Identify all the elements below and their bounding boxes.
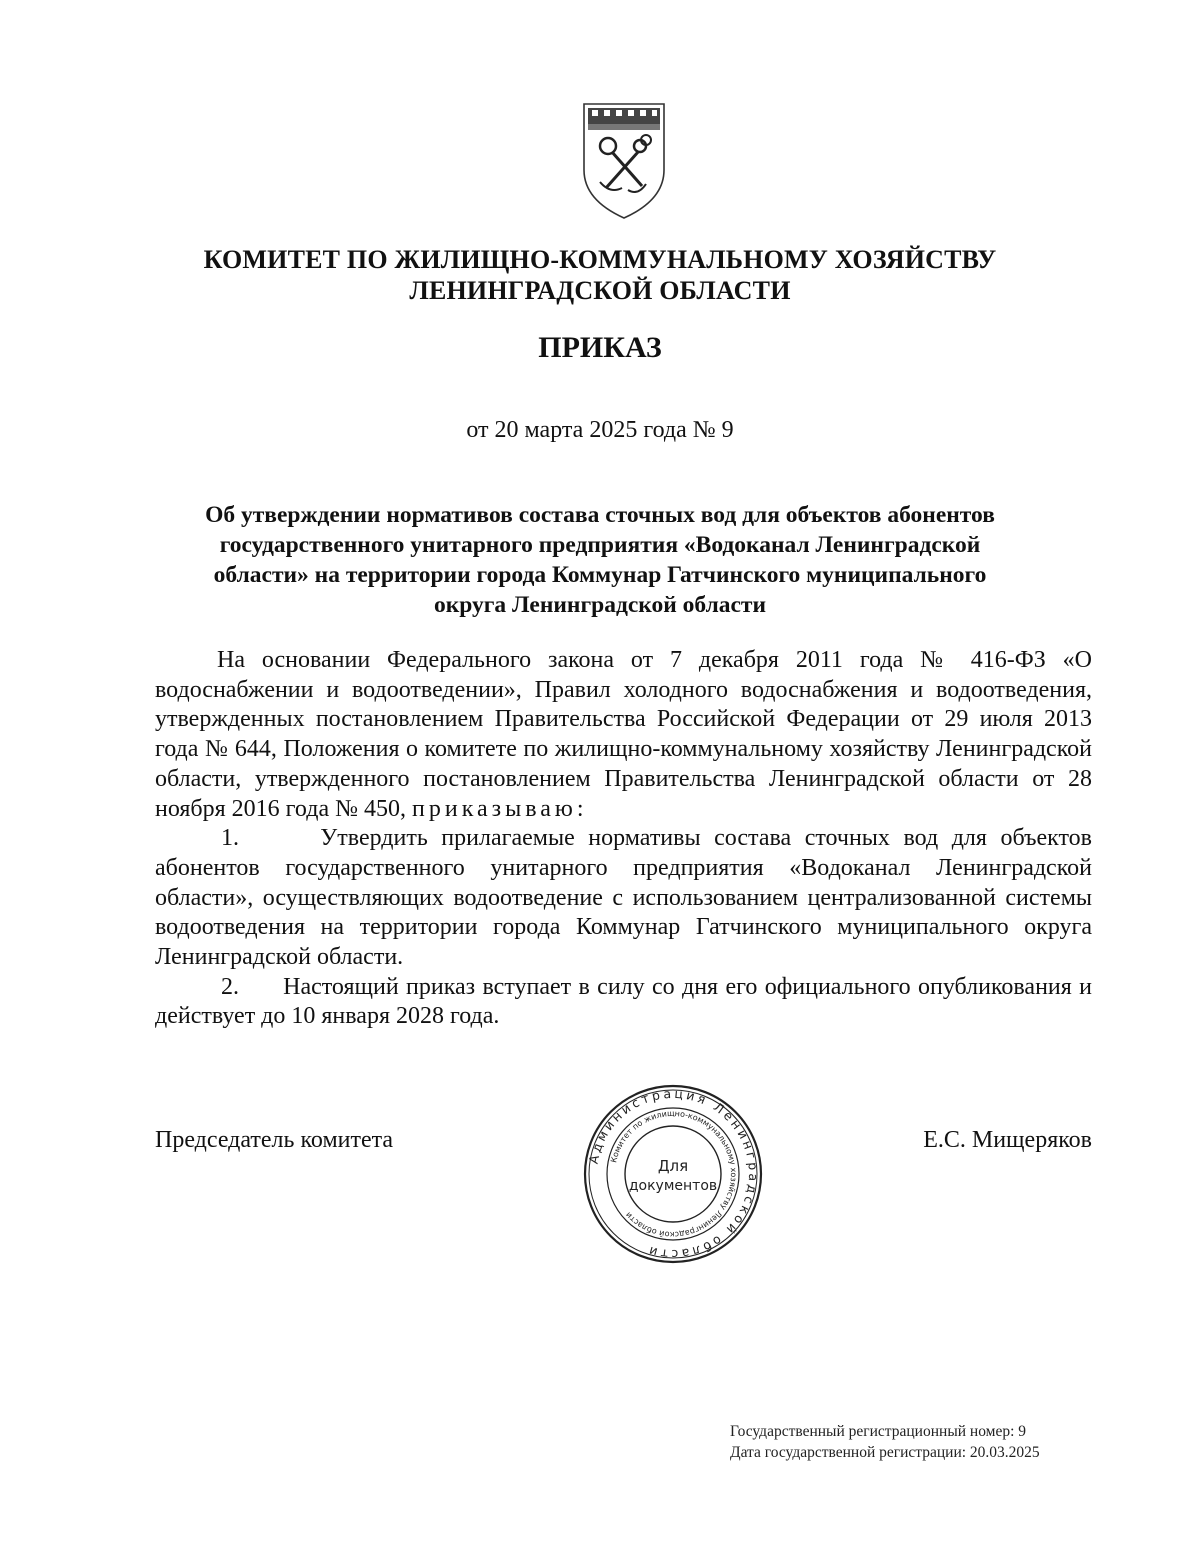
signer-name: Е.С. Мищеряков xyxy=(923,1127,1092,1153)
subject-line-3: области» на территории города Коммунар Гатчинского муниципального xyxy=(213,562,987,588)
document-body xyxy=(155,646,1092,1032)
stamp-center-line-1: Для xyxy=(657,1157,689,1175)
preamble-paragraph xyxy=(155,646,1092,824)
order-item-text: Настоящий приказ вступает в силу со дня его официального опубликования и действует до 10 января 2028 года. xyxy=(155,973,1092,1030)
stamp-outer-text: Администрация Ленинградской области xyxy=(585,1085,762,1263)
registration-number: Государственный регистрационный номер: 9 xyxy=(730,1423,1027,1440)
order-item-number: 2. xyxy=(221,973,239,1000)
subject-line-4: округа Ленинградской области xyxy=(433,592,767,618)
signer-title: Председатель комитета xyxy=(155,1127,394,1153)
document-type: ПРИКАЗ xyxy=(538,331,662,364)
order-item-number: 1. xyxy=(221,825,239,852)
order-item-text: Утвердить прилагаемые нормативы состава сточных вод для объектов абонентов государственного унитарного предприятия «Водоканал Ленинградской области», осуществляющих водоотведение с использованием централизованной системы водоотведения на территории города Коммунар Гатчинского муниципального округа Ленинградской области. xyxy=(155,825,1093,971)
organization-line-1: КОМИТЕТ ПО ЖИЛИЩНО-КОММУНАЛЬНОМУ ХОЗЯЙСТВУ xyxy=(203,245,997,274)
preamble-text: На основании Федерального закона от 7 декабря 2011 года № 416-ФЗ «О водоснабжении и водоотведении», Правил холодного водоснабжения и водоотведения, утвержденных постановлением Правительства Российской Федерации от 29 июля 2013 года № 644, Положения о комитете по жилищно-коммунальному хозяйству Ленинградской области, утвержденного постановлением Правительства Ленинградской области от 28 ноября 2016 года № 450, xyxy=(155,647,1092,822)
organization-name xyxy=(150,244,1050,306)
stamp-center-line-2: документов xyxy=(628,1178,718,1194)
official-stamp xyxy=(582,1083,764,1265)
order-item-1 xyxy=(155,824,1092,973)
order-word: приказываю: xyxy=(412,795,588,822)
document-subject xyxy=(180,500,1020,620)
coat-of-arms-emblem xyxy=(580,100,668,220)
registration-info xyxy=(730,1421,1130,1463)
subject-line-2: государственного унитарного предприятия «Водоканал Ленинградской xyxy=(219,532,981,558)
registration-date: Дата государственной регистрации: 20.03.2025 xyxy=(730,1444,1040,1461)
stamp-inner-text: Комитет по жилищно-коммунальному хозяйству Ленинградской области xyxy=(609,1108,739,1240)
subject-line-1: Об утверждении нормативов состава сточных вод для объектов абонентов xyxy=(205,502,995,528)
document-date-number: от 20 марта 2025 года № 9 xyxy=(466,417,734,443)
organization-line-2: ЛЕНИНГРАДСКОЙ ОБЛАСТИ xyxy=(409,276,791,305)
order-item-2 xyxy=(155,973,1092,1032)
